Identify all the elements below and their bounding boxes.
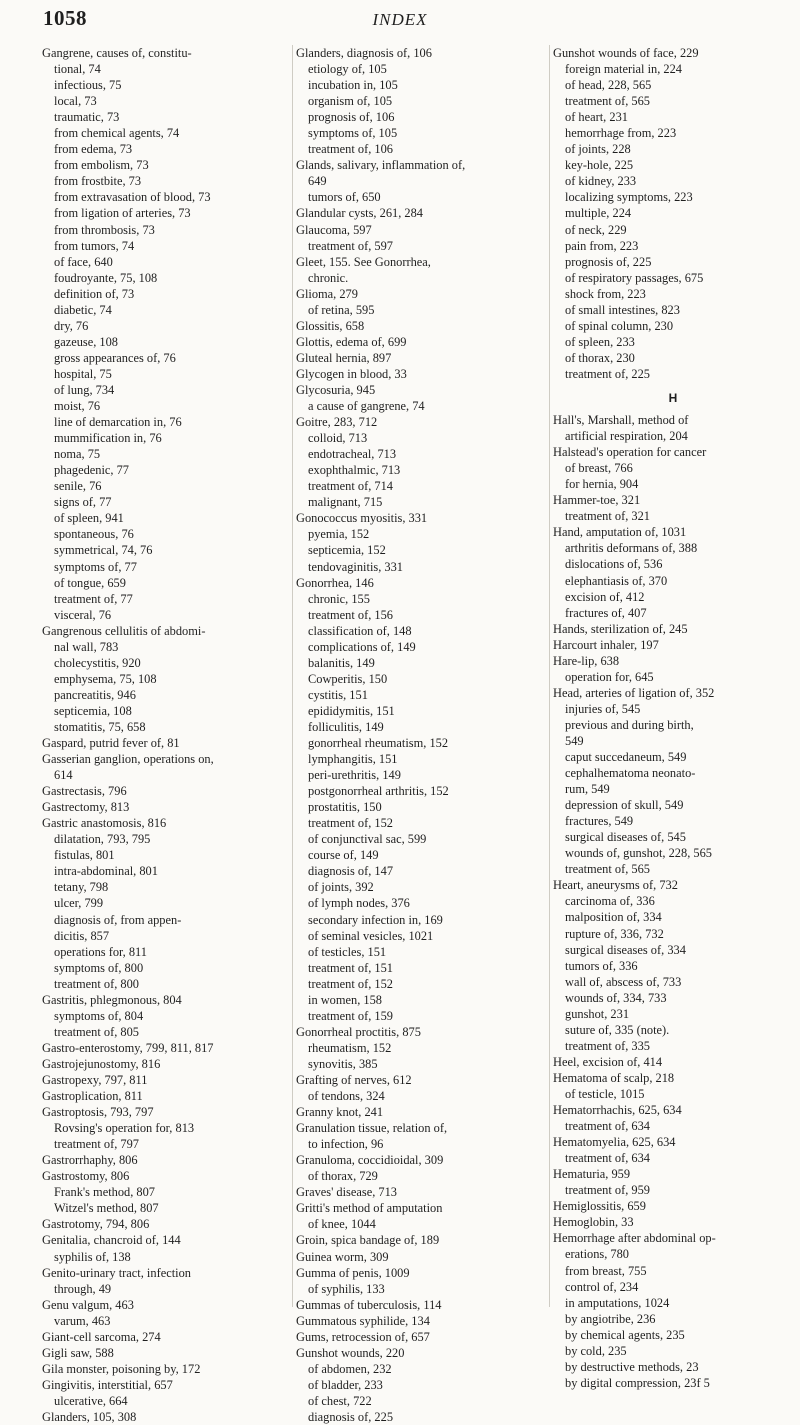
index-subentry: of thorax, 729 xyxy=(308,1169,378,1184)
index-subentry: malposition of, 334 xyxy=(565,910,662,925)
index-subentry: treatment of, 152 xyxy=(308,816,393,831)
index-subentry: of spleen, 941 xyxy=(54,511,124,526)
index-subentry: tendovaginitis, 331 xyxy=(308,559,403,574)
index-heading: Giant-cell sarcoma, 274 xyxy=(42,1329,161,1344)
index-subentry: of neck, 229 xyxy=(565,222,627,237)
index-heading: Hemiglossitis, 659 xyxy=(553,1199,646,1214)
index-subentry: nal wall, 783 xyxy=(54,639,119,654)
index-subentry: symptoms of, 105 xyxy=(308,126,398,141)
index-column-1 xyxy=(42,45,282,1425)
index-subentry: symptoms of, 804 xyxy=(54,1008,144,1023)
index-subentry: phagedenic, 77 xyxy=(54,463,130,478)
index-subentry: erations, 780 xyxy=(565,1247,630,1262)
index-subentry: treatment of, 634 xyxy=(565,1119,650,1134)
index-subentry: of chest, 722 xyxy=(308,1393,372,1408)
running-head: INDEX xyxy=(372,10,428,29)
index-heading: Granny knot, 241 xyxy=(296,1105,384,1120)
index-heading: Groin, spica bandage of, 189 xyxy=(296,1233,440,1248)
index-subentry: Witzel's method, 807 xyxy=(54,1201,159,1216)
index-heading: Hematomyelia, 625, 634 xyxy=(553,1135,676,1150)
index-heading: Gaspard, putrid fever of, 81 xyxy=(42,736,180,751)
index-heading: Glanders, 105, 308 xyxy=(42,1409,137,1424)
index-subentry: classification of, 148 xyxy=(308,623,412,638)
index-subentry: of respiratory passages, 675 xyxy=(565,270,704,285)
index-subentry: pancreatitis, 946 xyxy=(54,687,136,702)
index-subentry: for hernia, 904 xyxy=(565,477,639,492)
index-heading: Hand, amputation of, 1031 xyxy=(553,525,687,540)
index-subentry: Frank's method, 807 xyxy=(54,1185,156,1200)
index-subentry: cholecystitis, 920 xyxy=(54,655,141,670)
index-subentry: by angiotribe, 236 xyxy=(565,1311,656,1326)
index-subentry: peri-urethritis, 149 xyxy=(308,768,401,783)
index-heading: Gluteal hernia, 897 xyxy=(296,350,392,365)
index-subentry: tional, 74 xyxy=(54,62,101,77)
index-subentry: by cold, 235 xyxy=(565,1343,627,1358)
index-subentry: colloid, 713 xyxy=(308,431,368,446)
page-number: 1058 xyxy=(43,6,87,30)
index-subentry: dilatation, 793, 795 xyxy=(54,832,151,847)
index-subentry: of spleen, 233 xyxy=(565,334,635,349)
index-subentry: lymphangitis, 151 xyxy=(308,752,398,767)
index-subentry: organism of, 105 xyxy=(308,94,393,109)
index-heading: Hematoma of scalp, 218 xyxy=(553,1070,675,1085)
index-subentry: to infection, 96 xyxy=(308,1137,384,1152)
index-subentry: Rovsing's operation for, 813 xyxy=(54,1121,195,1136)
index-subentry: of abdomen, 232 xyxy=(308,1361,392,1376)
index-subentry: key-hole, 225 xyxy=(565,158,634,173)
index-subentry: local, 73 xyxy=(54,94,97,109)
index-subentry: tetany, 798 xyxy=(54,880,109,895)
index-subentry: 614 xyxy=(54,768,73,783)
index-subentry: treatment of, 800 xyxy=(54,976,139,991)
index-subentry: treatment of, 77 xyxy=(54,591,133,606)
index-subentry: carcinoma of, 336 xyxy=(565,894,655,909)
index-subentry: line of demarcation in, 76 xyxy=(54,415,182,430)
index-heading: Gritti's method of amputation xyxy=(296,1201,443,1216)
index-subentry: of tongue, 659 xyxy=(54,575,126,590)
index-subentry: of tendons, 324 xyxy=(308,1089,385,1104)
index-subentry: pyemia, 152 xyxy=(308,527,370,542)
index-subentry: of bladder, 233 xyxy=(308,1377,383,1392)
index-subentry: treatment of, 159 xyxy=(308,1008,393,1023)
index-heading: Glanders, diagnosis of, 106 xyxy=(296,46,432,60)
index-subentry: in women, 158 xyxy=(308,992,382,1007)
index-subentry: gunshot, 231 xyxy=(565,1006,630,1021)
index-subentry: incubation in, 105 xyxy=(308,78,398,93)
index-subentry: rum, 549 xyxy=(565,782,610,797)
index-subentry: ulcerative, 664 xyxy=(54,1393,128,1408)
index-subentry: of testicle, 1015 xyxy=(565,1087,645,1101)
index-subentry: syphilis of, 138 xyxy=(54,1249,131,1264)
index-subentry: suture of, 335 (note). xyxy=(565,1022,670,1037)
index-heading: Goitre, 283, 712 xyxy=(296,415,378,430)
index-subentry: epididymitis, 151 xyxy=(308,703,395,718)
index-subentry: wounds of, gunshot, 228, 565 xyxy=(565,846,712,861)
index-subentry: of testicles, 151 xyxy=(308,944,387,959)
index-subentry: prostatitis, 150 xyxy=(308,800,382,815)
index-subentry: pain from, 223 xyxy=(565,238,639,253)
index-subentry: localizing symptoms, 223 xyxy=(565,190,693,205)
index-heading: Gunshot wounds, 220 xyxy=(296,1345,405,1360)
index-heading: Gleet, 155. See Gonorrhea, xyxy=(296,254,431,269)
index-subentry: fractures, 549 xyxy=(565,814,634,829)
index-subentry: of small intestines, 823 xyxy=(565,302,680,317)
index-subentry: tumors of, 336 xyxy=(565,958,638,973)
index-subentry: from breast, 755 xyxy=(565,1263,647,1278)
index-subentry: treatment of, 565 xyxy=(565,94,650,109)
index-heading: Gingivitis, interstitial, 657 xyxy=(42,1377,173,1392)
index-subentry: treatment of, 151 xyxy=(308,960,393,975)
index-subentry: spontaneous, 76 xyxy=(54,527,134,542)
index-subentry: surgical diseases of, 545 xyxy=(565,830,686,845)
index-subentry: shock from, 223 xyxy=(565,286,646,301)
index-subentry: treatment of, 959 xyxy=(565,1183,650,1198)
index-subentry: symptoms of, 77 xyxy=(54,559,137,574)
index-heading: Gumma of penis, 1009 xyxy=(296,1265,410,1280)
index-subentry: treatment of, 597 xyxy=(308,238,393,253)
index-subentry: through, 49 xyxy=(54,1281,112,1296)
index-subentry: wall of, abscess of, 733 xyxy=(565,974,682,989)
index-subentry: treatment of, 106 xyxy=(308,142,393,157)
index-subentry: chronic, 155 xyxy=(308,591,370,606)
index-column-3 xyxy=(553,45,793,1391)
index-heading: Gila monster, poisoning by, 172 xyxy=(42,1361,201,1376)
index-subentry: dislocations of, 536 xyxy=(565,557,663,572)
index-subentry: of conjunctival sac, 599 xyxy=(308,832,427,847)
index-subentry: signs of, 77 xyxy=(54,495,112,510)
index-subentry: balanitis, 149 xyxy=(308,655,375,670)
index-subentry: of retina, 595 xyxy=(308,302,375,317)
index-heading: Glioma, 279 xyxy=(296,286,358,301)
index-subentry: treatment of, 565 xyxy=(565,862,650,877)
index-subentry: symptoms of, 800 xyxy=(54,960,144,975)
index-subentry: 649 xyxy=(308,174,327,189)
index-subentry: dry, 76 xyxy=(54,318,89,333)
index-heading: Gastropexy, 797, 811 xyxy=(42,1073,148,1087)
index-subentry: from thrombosis, 73 xyxy=(54,222,155,237)
index-subentry: by digital compression, 23f 5 xyxy=(565,1375,710,1390)
index-subentry: operation for, 645 xyxy=(565,669,654,684)
index-heading: Glycogen in blood, 33 xyxy=(296,366,407,381)
index-subentry: from frostbite, 73 xyxy=(54,174,142,189)
index-heading: Gastro-enterostomy, 799, 811, 817 xyxy=(42,1040,214,1055)
index-subentry: from tumors, 74 xyxy=(54,238,135,253)
index-subentry: excision of, 412 xyxy=(565,589,645,604)
index-heading: Genito-urinary tract, infection xyxy=(42,1265,191,1280)
index-heading: Gangrene, causes of, constitu- xyxy=(42,46,192,60)
index-subentry: of knee, 1044 xyxy=(308,1217,376,1232)
index-subentry: symmetrical, 74, 76 xyxy=(54,543,153,558)
index-subentry: synovitis, 385 xyxy=(308,1056,378,1071)
index-subentry: visceral, 76 xyxy=(54,607,112,622)
index-heading: Graves' disease, 713 xyxy=(296,1185,397,1200)
index-subentry: 549 xyxy=(565,733,584,748)
index-heading: Granuloma, coccidioidal, 309 xyxy=(296,1153,444,1168)
index-subentry: endotracheal, 713 xyxy=(308,447,397,462)
index-subentry: treatment of, 321 xyxy=(565,509,650,524)
index-subentry: hemorrhage from, 223 xyxy=(565,126,677,141)
index-subentry: of spinal column, 230 xyxy=(565,318,674,333)
index-heading: Hare-lip, 638 xyxy=(553,653,620,668)
index-subentry: foreign material in, 224 xyxy=(565,62,682,77)
index-subentry: by chemical agents, 235 xyxy=(565,1327,685,1342)
index-heading: Gastrostomy, 806 xyxy=(42,1169,130,1184)
index-heading: Hall's, Marshall, method of xyxy=(553,413,689,428)
index-heading: Gastritis, phlegmonous, 804 xyxy=(42,992,182,1007)
index-subentry: of lymph nodes, 376 xyxy=(308,896,410,911)
index-heading: Gonococcus myositis, 331 xyxy=(296,511,428,526)
index-heading: Gigli saw, 588 xyxy=(42,1345,114,1360)
index-subentry: dicitis, 857 xyxy=(54,928,110,943)
index-subentry: previous and during birth, xyxy=(565,717,694,732)
index-column-2 xyxy=(296,45,536,1425)
index-heading: Heel, excision of, 414 xyxy=(553,1054,663,1069)
index-subentry: in amputations, 1024 xyxy=(565,1295,670,1310)
index-subentry: noma, 75 xyxy=(54,447,101,462)
index-heading: Glycosuria, 945 xyxy=(296,382,376,397)
index-subentry: treatment of, 797 xyxy=(54,1137,139,1152)
index-subentry: rupture of, 336, 732 xyxy=(565,926,664,941)
index-subentry: traumatic, 73 xyxy=(54,110,120,125)
index-heading: Gastrectomy, 813 xyxy=(42,800,130,815)
index-subentry: caput succedaneum, 549 xyxy=(565,750,687,765)
index-subentry: folliculitis, 149 xyxy=(308,719,384,734)
index-heading: Gums, retrocession of, 657 xyxy=(296,1329,430,1344)
index-subentry: multiple, 224 xyxy=(565,206,632,221)
index-heading: Gasserian ganglion, operations on, xyxy=(42,752,214,767)
index-subentry: fractures of, 407 xyxy=(565,605,647,620)
index-heading: Gangrenous cellulitis of abdomi- xyxy=(42,623,206,638)
index-subentry: treatment of, 714 xyxy=(308,479,393,494)
index-subentry: operations for, 811 xyxy=(54,944,147,959)
index-subentry: exophthalmic, 713 xyxy=(308,463,401,478)
index-subentry: rheumatism, 152 xyxy=(308,1040,392,1055)
index-subentry: of joints, 228 xyxy=(565,142,631,157)
index-subentry: of heart, 231 xyxy=(565,110,628,125)
index-subentry: of joints, 392 xyxy=(308,880,374,895)
index-subentry: postgonorrheal arthritis, 152 xyxy=(308,784,449,799)
index-subentry: arthritis deformans of, 388 xyxy=(565,541,698,556)
index-heading: Gastric anastomosis, 816 xyxy=(42,816,167,831)
index-subentry: tumors of, 650 xyxy=(308,190,381,205)
index-heading: Genitalia, chancroid of, 144 xyxy=(42,1233,181,1248)
column-divider xyxy=(549,45,550,1307)
index-heading: Grafting of nerves, 612 xyxy=(296,1073,412,1087)
index-subentry: of seminal vesicles, 1021 xyxy=(308,928,434,943)
index-subentry: by destructive methods, 23 xyxy=(565,1359,699,1374)
index-subentry: varum, 463 xyxy=(54,1313,111,1328)
index-subentry: gazeuse, 108 xyxy=(54,334,118,349)
index-subentry: of lung, 734 xyxy=(54,382,115,397)
index-subentry: stomatitis, 75, 658 xyxy=(54,719,146,734)
index-heading: Glossitis, 658 xyxy=(296,318,365,333)
index-subentry: septicemia, 108 xyxy=(54,703,132,718)
index-heading: Genu valgum, 463 xyxy=(42,1297,134,1312)
index-heading: Gastroptosis, 793, 797 xyxy=(42,1105,154,1120)
index-subentry: treatment of, 805 xyxy=(54,1024,139,1039)
index-heading: Glottis, edema of, 699 xyxy=(296,334,407,349)
index-subentry: malignant, 715 xyxy=(308,495,383,510)
index-subentry: gonorrheal rheumatism, 152 xyxy=(308,736,449,751)
index-subentry: hospital, 75 xyxy=(54,366,112,381)
index-subentry: from chemical agents, 74 xyxy=(54,126,180,141)
index-subentry: definition of, 73 xyxy=(54,286,135,301)
index-subentry: complications of, 149 xyxy=(308,639,416,654)
index-heading: Gastrotomy, 794, 806 xyxy=(42,1217,150,1232)
index-heading: Gastrorrhaphy, 806 xyxy=(42,1153,138,1168)
index-subentry: of head, 228, 565 xyxy=(565,78,652,93)
index-subentry: cephalhematoma neonato- xyxy=(565,766,696,781)
index-subentry: a cause of gangrene, 74 xyxy=(308,399,425,414)
index-heading: Gummatous syphilide, 134 xyxy=(296,1313,430,1328)
index-heading: Glands, salivary, inflammation of, xyxy=(296,158,466,173)
index-subentry: Cowperitis, 150 xyxy=(308,671,388,686)
index-heading: Gummas of tuberculosis, 114 xyxy=(296,1297,442,1312)
index-subentry: foudroyante, 75, 108 xyxy=(54,270,158,285)
index-heading: Hammer-toe, 321 xyxy=(553,493,641,508)
index-subentry: control of, 234 xyxy=(565,1279,639,1294)
index-subentry: elephantiasis of, 370 xyxy=(565,573,668,588)
index-subentry: diagnosis of, from appen- xyxy=(54,912,182,927)
index-heading: Hemoglobin, 33 xyxy=(553,1215,634,1230)
index-subentry: ulcer, 799 xyxy=(54,896,104,911)
index-heading: Gastrojejunostomy, 816 xyxy=(42,1056,161,1071)
index-subentry: wounds of, 334, 733 xyxy=(565,990,667,1005)
index-subentry: senile, 76 xyxy=(54,479,102,494)
index-subentry: from edema, 73 xyxy=(54,142,133,157)
index-heading: Glaucoma, 597 xyxy=(296,222,372,237)
index-subentry: diabetic, 74 xyxy=(54,302,112,317)
index-subentry: of syphilis, 133 xyxy=(308,1281,385,1296)
index-heading: Gonorrhea, 146 xyxy=(296,575,374,590)
index-subentry: from extravasation of blood, 73 xyxy=(54,190,211,205)
index-heading: Halstead's operation for cancer xyxy=(553,445,707,460)
index-subentry: treatment of, 156 xyxy=(308,607,393,622)
index-heading: Hematorrhachis, 625, 634 xyxy=(553,1103,682,1118)
index-subentry: intra-abdominal, 801 xyxy=(54,864,158,879)
index-heading: Hands, sterilization of, 245 xyxy=(553,621,688,636)
index-subentry: emphysema, 75, 108 xyxy=(54,671,157,686)
index-heading: Harcourt inhaler, 197 xyxy=(553,637,659,652)
index-subentry: treatment of, 225 xyxy=(565,366,650,381)
column-divider xyxy=(292,45,293,1307)
index-heading: Heart, aneurysms of, 732 xyxy=(553,878,678,893)
index-subentry: of face, 640 xyxy=(54,254,113,269)
index-subentry: depression of skull, 549 xyxy=(565,798,684,813)
index-heading: Head, arteries of ligation of, 352 xyxy=(553,685,715,700)
index-heading: Guinea worm, 309 xyxy=(296,1249,389,1264)
index-subentry: from embolism, 73 xyxy=(54,158,149,173)
index-subentry: from ligation of arteries, 73 xyxy=(54,206,191,221)
index-subentry: fistulas, 801 xyxy=(54,848,115,863)
index-heading: Glandular cysts, 261, 284 xyxy=(296,206,423,221)
index-subentry: diagnosis of, 225 xyxy=(308,1409,394,1424)
index-subentry: treatment of, 335 xyxy=(565,1038,650,1053)
index-subentry: injuries of, 545 xyxy=(565,701,641,716)
index-subentry: secondary infection in, 169 xyxy=(308,912,443,927)
index-subentry: of thorax, 230 xyxy=(565,350,635,365)
index-subentry: chronic. xyxy=(308,270,349,285)
index-subentry: gross appearances of, 76 xyxy=(54,350,176,365)
index-heading: Hematuria, 959 xyxy=(553,1167,631,1182)
index-heading: Gastroplication, 811 xyxy=(42,1089,143,1104)
index-heading: Gastrectasis, 796 xyxy=(42,784,127,799)
index-subentry: cystitis, 151 xyxy=(308,687,368,702)
index-subentry: of breast, 766 xyxy=(565,461,633,476)
index-subentry: septicemia, 152 xyxy=(308,543,386,558)
index-subentry: infectious, 75 xyxy=(54,78,122,93)
index-subentry: moist, 76 xyxy=(54,399,101,414)
index-subentry: surgical diseases of, 334 xyxy=(565,942,686,957)
index-heading: Granulation tissue, relation of, xyxy=(296,1121,448,1136)
index-subentry: mummification in, 76 xyxy=(54,431,162,446)
index-subentry: diagnosis of, 147 xyxy=(308,864,394,879)
index-subentry: of kidney, 233 xyxy=(565,174,637,189)
index-subentry: etiology of, 105 xyxy=(308,62,387,77)
index-subentry: treatment of, 152 xyxy=(308,976,393,991)
index-heading: Gonorrheal proctitis, 875 xyxy=(296,1024,421,1039)
section-letter: H xyxy=(668,390,678,405)
index-heading: Gunshot wounds of face, 229 xyxy=(553,46,699,60)
index-subentry: artificial respiration, 204 xyxy=(565,429,688,444)
index-subentry: treatment of, 634 xyxy=(565,1151,650,1166)
index-subentry: prognosis of, 225 xyxy=(565,254,652,269)
index-subentry: course of, 149 xyxy=(308,848,379,863)
index-subentry: prognosis of, 106 xyxy=(308,110,395,125)
index-heading: Hemorrhage after abdominal op- xyxy=(553,1231,716,1246)
